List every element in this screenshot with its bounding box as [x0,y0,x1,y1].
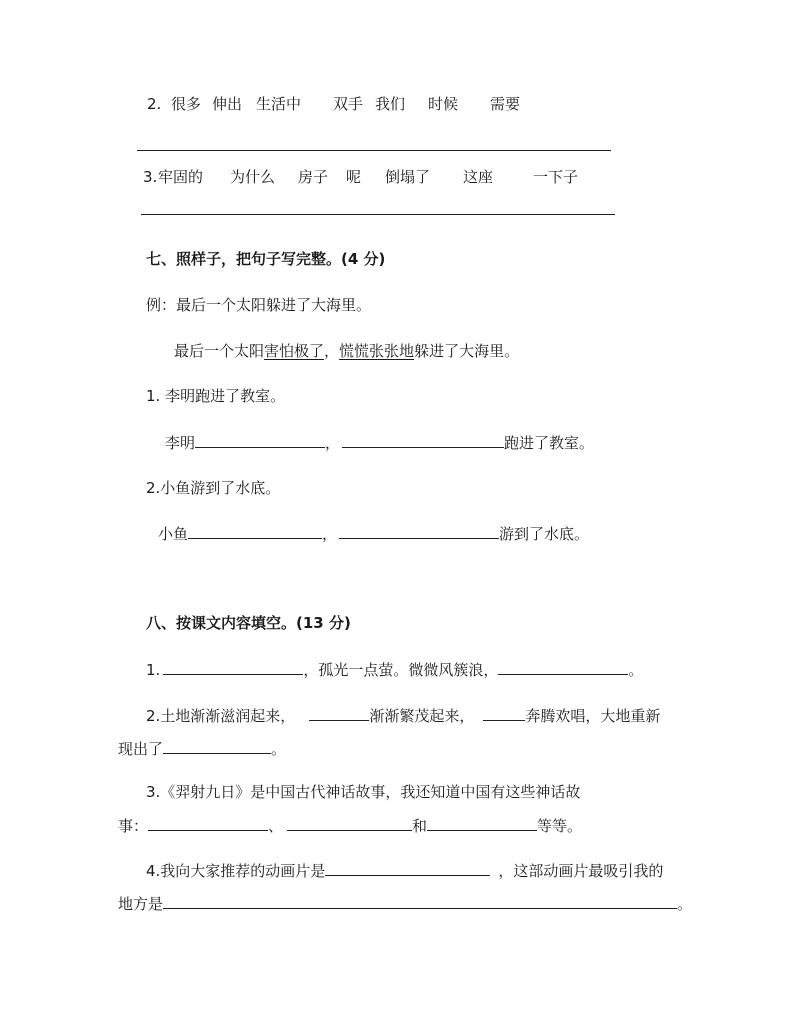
comma: ， [325,434,341,452]
q8-line1 [146,659,643,680]
example-answer-text: 最后一个太阳 [174,342,265,360]
q6-word: 倒塌了 [385,168,431,186]
sentence-end: 跑进了教室。 [504,434,595,452]
q8-line2 [146,705,660,726]
fill-blank[interactable] [342,432,504,448]
q7-item2: 2.小鱼游到了水底。 [146,479,281,497]
comma: ， [322,525,338,543]
q6-word: 伸出 [212,95,243,113]
example-underlined-phrase: 害怕极了 [264,342,325,360]
q6-line3-number: 3. [143,168,158,186]
q6-word: 房子 [298,168,329,186]
period: 。 [628,661,644,679]
example-underlined-phrase: 慌慌张张地 [339,342,415,360]
q7-example [146,295,371,315]
text: 事： [118,817,149,835]
fill-blank[interactable] [309,705,369,721]
q6-line3 [143,167,579,187]
q6-word: 时候 [428,95,459,113]
q6-word: 为什么 [230,168,276,186]
fill-blank[interactable] [188,523,322,539]
fill-blank[interactable] [339,523,499,539]
q8-line4-cont [118,893,692,914]
fill-blank[interactable] [483,705,525,721]
q8-line4 [146,860,663,881]
sentence-start: 小鱼 [158,525,189,543]
q8-line2-cont [118,738,286,759]
fill-blank[interactable] [163,738,271,754]
text: 渐渐繁茂起来， [369,707,475,725]
fill-blank[interactable] [148,815,268,831]
item-number: 1. [146,661,161,679]
q6-line2 [147,94,521,114]
text: ，这部动画片最吸引我的 [498,862,664,880]
q6-word: 牢固的 [158,168,204,186]
separator: 、 [268,817,284,835]
q6-word: 需要 [490,95,521,113]
q6-word: 呢 [346,168,362,186]
q7-title: 七、照样子，把句子写完整。(4 分) [146,250,386,268]
sentence-end: 游到了水底。 [499,525,590,543]
q8-title: 八、按课文内容填空。(13 分) [146,614,351,632]
text: 4.我向大家推荐的动画片是 [146,862,326,880]
period: 。 [271,740,287,758]
text: 现出了 [118,740,164,758]
example-sentence: 最后一个太阳躲进了大海里。 [176,296,372,314]
q7-example-answer [174,341,519,361]
sentence-start: 李明 [165,434,196,452]
text: 2.土地渐渐滋润起来， [146,707,296,725]
answer-line[interactable] [141,214,615,215]
example-answer-text: 躲进了大海里。 [414,342,520,360]
text: 奔腾欢唱，大地重新 [525,707,661,725]
q6-line2-number: 2. [147,95,162,113]
fill-blank[interactable] [195,432,325,448]
text: 和 [412,817,428,835]
q6-word: 双手 [333,95,364,113]
period: 。 [677,895,693,913]
q6-word: 生活中 [256,95,302,113]
q6-word: 这座 [463,168,494,186]
fill-blank[interactable] [287,815,412,831]
text: 等等。 [537,817,583,835]
q6-word: 很多 [171,95,202,113]
example-label: 例： [146,296,177,314]
q8-line3-cont [118,815,582,836]
fill-blank[interactable] [498,659,628,675]
example-answer-text: ， [324,342,340,360]
answer-line[interactable] [137,150,611,151]
text: 地方是 [118,895,164,913]
q7-item1: 1. 李明跑进了教室。 [146,387,286,405]
q8-line3: 3.《羿射九日》是中国古代神话故事，我还知道中国有这些神话故 [146,783,581,801]
fill-blank[interactable] [163,893,677,909]
q6-word: 我们 [375,95,406,113]
poem-text: ，孤光一点萤。微微风簇浪， [303,661,499,679]
q7-item2-fill [158,523,589,544]
fill-blank[interactable] [163,659,303,675]
fill-blank[interactable] [325,860,490,876]
q6-word: 一下子 [533,168,579,186]
fill-blank[interactable] [427,815,537,831]
q7-item1-fill [165,432,594,453]
